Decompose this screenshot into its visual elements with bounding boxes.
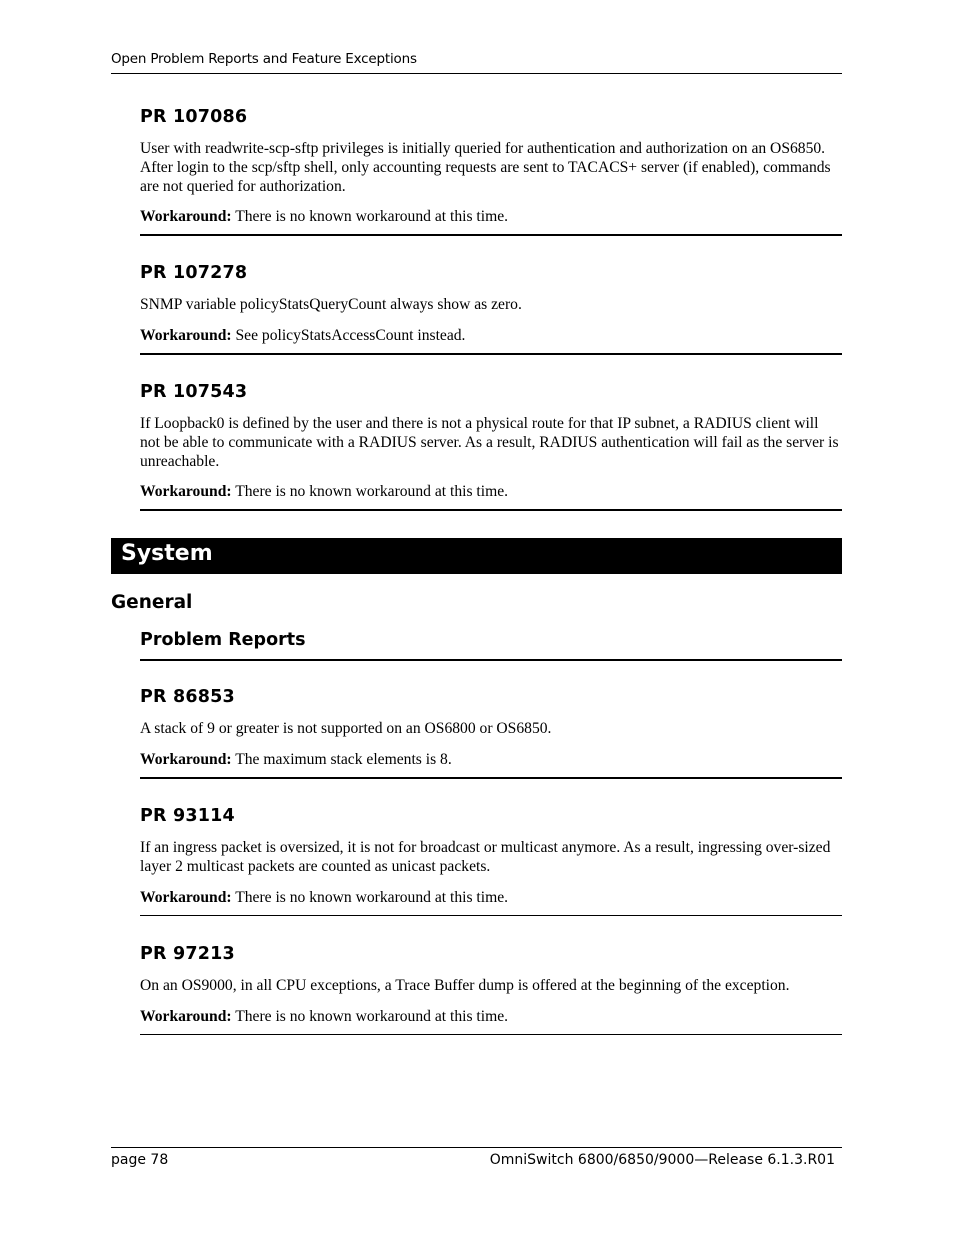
workaround-label: Workaround: [140, 751, 232, 768]
pr-107278-description: SNMP variable policyStatsQueryCount always show as zero. [140, 296, 522, 313]
pr-97213-workaround [140, 1008, 840, 1026]
pr-93114-workaround [140, 889, 840, 907]
pr-107086-workaround [140, 208, 840, 226]
problem-reports-heading: Problem Reports [140, 630, 306, 650]
running-header: Open Problem Reports and Feature Exceptions [111, 51, 417, 67]
entry-divider [140, 234, 842, 236]
subsection-heading: General [111, 592, 193, 613]
pr-97213-description: On an OS9000, in all CPU exceptions, a Trace Buffer dump is offered at the beginning of the exception. [140, 977, 790, 994]
pr-97213-title: PR 97213 [140, 944, 235, 964]
section-heading-bar [111, 538, 842, 574]
pr-107086-title: PR 107086 [140, 107, 248, 127]
workaround-text: The maximum stack elements is 8. [235, 751, 452, 768]
entry-divider [140, 509, 842, 511]
pr-107086-description: User with readwrite-scp-sftp privileges is initially queried for authentication and authorization on an OS6850. After login to the scp/sftp shell, only accounting requests are sent to TACACS+ server (if enabled), commands are not queried for authorization. [140, 140, 831, 195]
pr-107278-workaround [140, 327, 840, 345]
workaround-text: There is no known workaround at this time. [235, 889, 509, 906]
pr-93114-title: PR 93114 [140, 806, 235, 826]
section-title: System [121, 541, 213, 566]
product-release: OmniSwitch 6800/6850/9000—Release 6.1.3.R01 [489, 1152, 835, 1168]
heading-divider [140, 659, 842, 661]
workaround-label: Workaround: [140, 889, 232, 906]
workaround-text: There is no known workaround at this time. [235, 1008, 509, 1025]
entry-divider [140, 1034, 842, 1035]
page-number: page 78 [111, 1152, 169, 1168]
workaround-label: Workaround: [140, 1008, 232, 1025]
entry-divider [140, 777, 842, 779]
entry-divider [140, 353, 842, 355]
footer-rule [111, 1147, 842, 1148]
pr-107543-title: PR 107543 [140, 382, 248, 402]
workaround-label: Workaround: [140, 208, 232, 225]
workaround-text: See policyStatsAccessCount instead. [235, 327, 466, 344]
workaround-label: Workaround: [140, 483, 232, 500]
workaround-text: There is no known workaround at this time. [235, 208, 509, 225]
pr-107543-workaround [140, 483, 840, 501]
header-rule [111, 73, 842, 74]
pr-86853-title: PR 86853 [140, 687, 235, 707]
pr-86853-workaround [140, 751, 840, 769]
pr-93114-description: If an ingress packet is oversized, it is not for broadcast or multicast anymore. As a result, ingressing over-sized layer 2 multicast packets are counted as unicast packets. [140, 839, 831, 875]
workaround-text: There is no known workaround at this time. [235, 483, 509, 500]
workaround-label: Workaround: [140, 327, 232, 344]
pr-107543-description: If Loopback0 is defined by the user and there is not a physical route for that IP subnet, a RADIUS client will not be able to communicate with a RADIUS server. As a result, RADIUS authentication will fail as the server is unreachable. [140, 415, 839, 470]
entry-divider [140, 915, 842, 916]
pr-107278-title: PR 107278 [140, 263, 248, 283]
pr-86853-description: A stack of 9 or greater is not supported on an OS6800 or OS6850. [140, 720, 552, 737]
